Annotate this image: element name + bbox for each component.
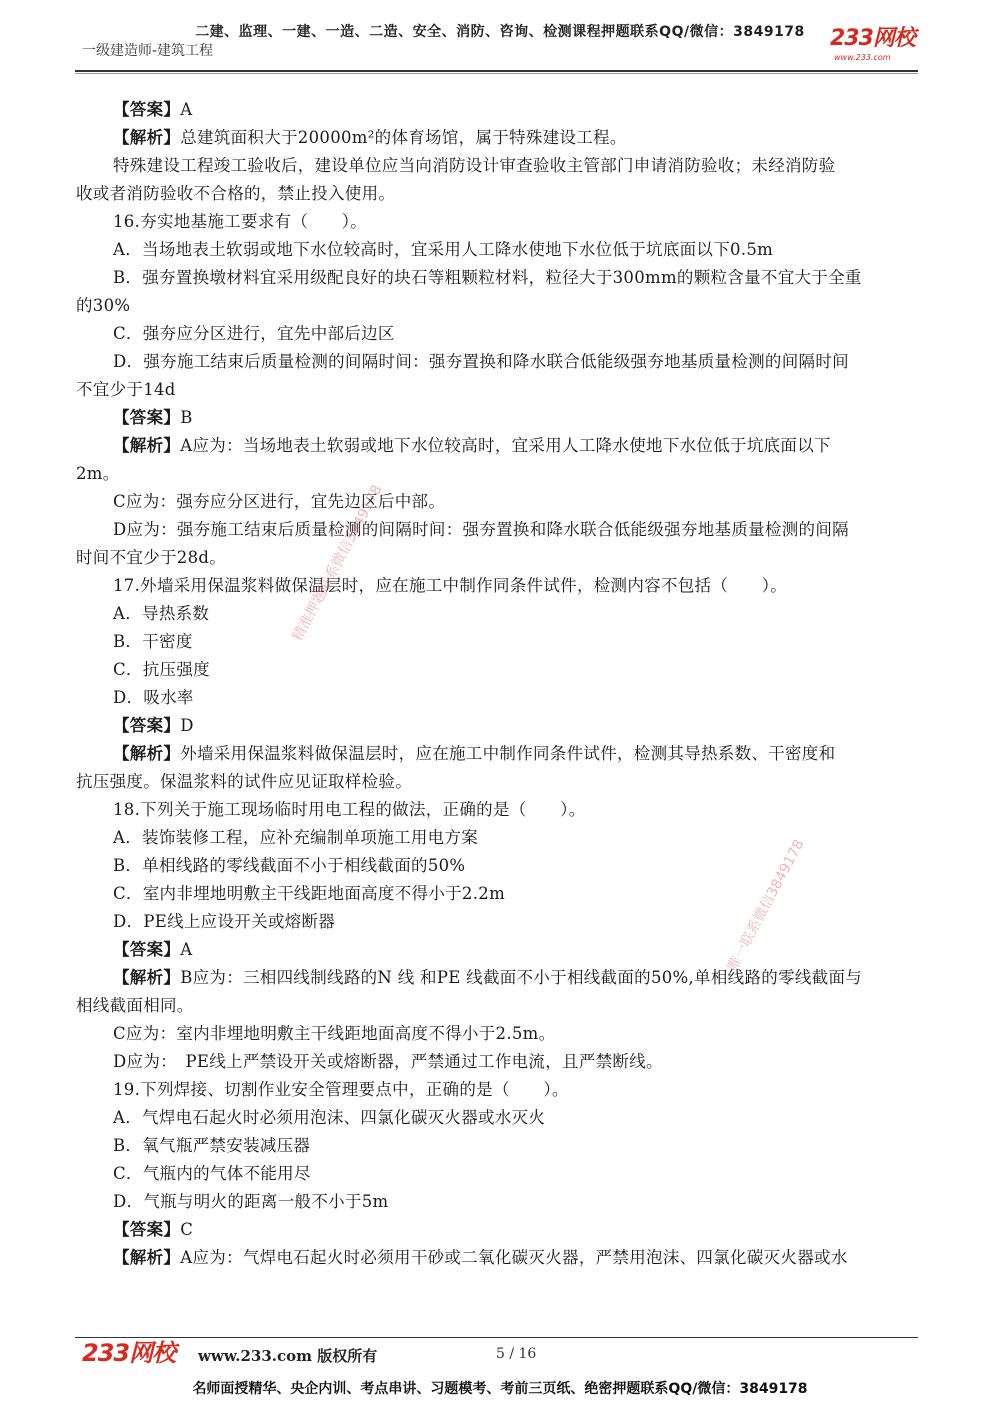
header-banner: 二建、监理、一建、一造、二造、安全、消防、咨询、检测课程押题联系QQ/微信：3849178 [195, 24, 805, 40]
line-text: A [180, 940, 193, 959]
line-label: 【答案】 [113, 1220, 181, 1239]
text-line [76, 684, 926, 712]
page-number: 5 / 16 [496, 1346, 537, 1362]
line-text: D应为： PE线上严禁设开关或熔断器，严禁通过工作电流，且严禁断线。 [113, 1052, 663, 1071]
line-text: C应为：强夯应分区进行，宜先边区后中部。 [113, 492, 446, 511]
line-text: D．PE线上应设开关或熔断器 [113, 912, 336, 931]
text-line [76, 1104, 926, 1132]
line-label: 【解析】 [113, 968, 181, 987]
text-line [76, 544, 926, 572]
text-line [76, 516, 926, 544]
text-line [76, 1244, 926, 1272]
line-text: B．单相线路的零线截面不小于相线截面的50% [113, 856, 466, 875]
text-line [76, 180, 926, 208]
line-text: C [180, 1220, 194, 1239]
line-text: 不宜少于14d [76, 380, 176, 399]
line-text: D．强夯施工结束后质量检测的间隔时间：强夯置换和降水联合低能级强夯地基质量检测的间隔时间 [113, 352, 849, 371]
line-label: 【解析】 [113, 744, 181, 763]
line-text: B．强夯置换墩材料宜采用级配良好的块石等粗颗粒材料，粒径大于300mm的颗粒含量不宜大于全重 [113, 268, 862, 287]
text-line [76, 96, 926, 124]
text-line [76, 1076, 926, 1104]
text-line [76, 208, 926, 236]
text-line [76, 880, 926, 908]
line-text: A．气焊电石起火时必须用泡沫、四氯化碳灭火器或水灭火 [113, 1108, 546, 1127]
line-text: 时间不宜少于28d。 [76, 548, 227, 567]
line-text: C应为：室内非埋地明敷主干线距地面高度不得小于2.5m。 [113, 1024, 556, 1043]
text-line [76, 236, 926, 264]
line-text: B．氧气瓶严禁安装减压器 [113, 1136, 311, 1155]
line-text: 总建筑面积大于20000m²的体育场馆，属于特殊建设工程。 [180, 128, 627, 147]
line-text: 相线截面相同。 [76, 996, 194, 1015]
line-text: C．室内非埋地明敷主干线距地面高度不得小于2.2m [113, 884, 506, 903]
text-line [76, 404, 926, 432]
text-line [76, 292, 926, 320]
text-line [76, 964, 926, 992]
line-text: B [180, 408, 193, 427]
line-text: 特殊建设工程竣工验收后，建设单位应当向消防设计审查验收主管部门申请消防验收；未经消防验 [113, 156, 836, 175]
text-line [76, 460, 926, 488]
line-text: A．当场地表土软弱或地下水位较高时，宜采用人工降水使地下水位低于坑底面以下0.5m [113, 240, 774, 259]
line-text: C．强夯应分区进行，宜先中部后边区 [113, 324, 395, 343]
text-line [76, 572, 926, 600]
line-text: 17.外墙采用保温浆料做保温层时，应在施工中制作同条件试件，检测内容不包括（ ）。 [113, 576, 788, 595]
line-text: 19.下列焊接、切割作业安全管理要点中，正确的是（ ）。 [113, 1080, 569, 1099]
text-line [76, 320, 926, 348]
text-line [76, 152, 926, 180]
line-text: A应为：气焊电石起火时必须用干砂或二氧化碳灭火器，严禁用泡沫、四氯化碳灭火器或水 [180, 1248, 848, 1267]
line-label: 【答案】 [113, 100, 181, 119]
line-text: D．吸水率 [113, 688, 194, 707]
line-label: 【解析】 [113, 436, 181, 455]
watermark-1: 精准押题联系微信3849178 [289, 482, 386, 644]
text-line [76, 1188, 926, 1216]
header-subtitle: 一级建造师-建筑工程 [82, 43, 214, 59]
text-line [76, 628, 926, 656]
text-line [76, 712, 926, 740]
line-label: 【答案】 [113, 940, 181, 959]
line-label: 【答案】 [113, 408, 181, 427]
line-text: D应为：强夯施工结束后质量检测的间隔时间：强夯置换和降水联合低能级强夯地基质量检测的间隔 [113, 520, 849, 539]
line-text: C．气瓶内的气体不能用尽 [113, 1164, 311, 1183]
brand-logo-bottom: 233网校 [82, 1339, 176, 1367]
text-line [76, 992, 926, 1020]
text-line [76, 768, 926, 796]
line-text: D．气瓶与明火的距离一般不小于5m [113, 1192, 389, 1211]
line-text: C．抗压强度 [113, 660, 210, 679]
text-line [76, 1216, 926, 1244]
text-line [76, 796, 926, 824]
text-line [76, 124, 926, 152]
text-line [76, 740, 926, 768]
line-text: 16.夯实地基施工要求有（ ）。 [113, 212, 368, 231]
line-text: 的30% [76, 296, 131, 315]
text-line [76, 656, 926, 684]
line-text: B．干密度 [113, 632, 193, 651]
text-line [76, 348, 926, 376]
text-line [76, 432, 926, 460]
brand-logo-top: 233网校 [830, 26, 915, 51]
line-text: 收或者消防验收不合格的，禁止投入使用。 [76, 184, 396, 203]
line-text: 2m。 [76, 464, 120, 483]
footer-divider [75, 1337, 918, 1338]
line-label: 【解析】 [113, 128, 181, 147]
document-body [76, 96, 926, 1272]
text-line [76, 936, 926, 964]
line-text: A．装饰装修工程，应补充编制单项施工用电方案 [113, 828, 479, 847]
line-label: 【解析】 [113, 1248, 181, 1267]
line-text: A应为：当场地表土软弱或地下水位较高时，宜采用人工降水使地下水位低于坑底面以下 [180, 436, 831, 455]
line-text: D [180, 716, 194, 735]
line-text: A．导热系数 [113, 604, 210, 623]
watermark-2: 唯一联系微信3849178 [724, 837, 808, 974]
brand-logo-url: www.233.com [834, 53, 891, 62]
text-line [76, 264, 926, 292]
text-line [76, 1160, 926, 1188]
text-line [76, 908, 926, 936]
line-text: 抗压强度。保温浆料的试件应见证取样检验。 [76, 772, 412, 791]
line-text: 18.下列关于施工现场临时用电工程的做法，正确的是（ ）。 [113, 800, 586, 819]
footer-copyright: www.233.com 版权所有 [198, 1347, 378, 1365]
text-line [76, 1048, 926, 1076]
text-line [76, 600, 926, 628]
text-line [76, 1132, 926, 1160]
line-label: 【答案】 [113, 716, 181, 735]
text-line [76, 1020, 926, 1048]
text-line [76, 376, 926, 404]
header-divider-thin [75, 73, 918, 74]
footer-banner: 名师面授精华、央企内训、考点串讲、习题模考、考前三页纸、绝密押题联系QQ/微信：3849178 [192, 1381, 808, 1397]
line-text: B应为：三相四线制线路的N 线 和PE 线截面不小于相线截面的50%,单相线路的零线截面与 [180, 968, 863, 987]
text-line [76, 488, 926, 516]
line-text: 外墙采用保温浆料做保温层时，应在施工中制作同条件试件，检测其导热系数、干密度和 [180, 744, 836, 763]
header-divider [75, 70, 918, 72]
line-text: A [180, 100, 193, 119]
